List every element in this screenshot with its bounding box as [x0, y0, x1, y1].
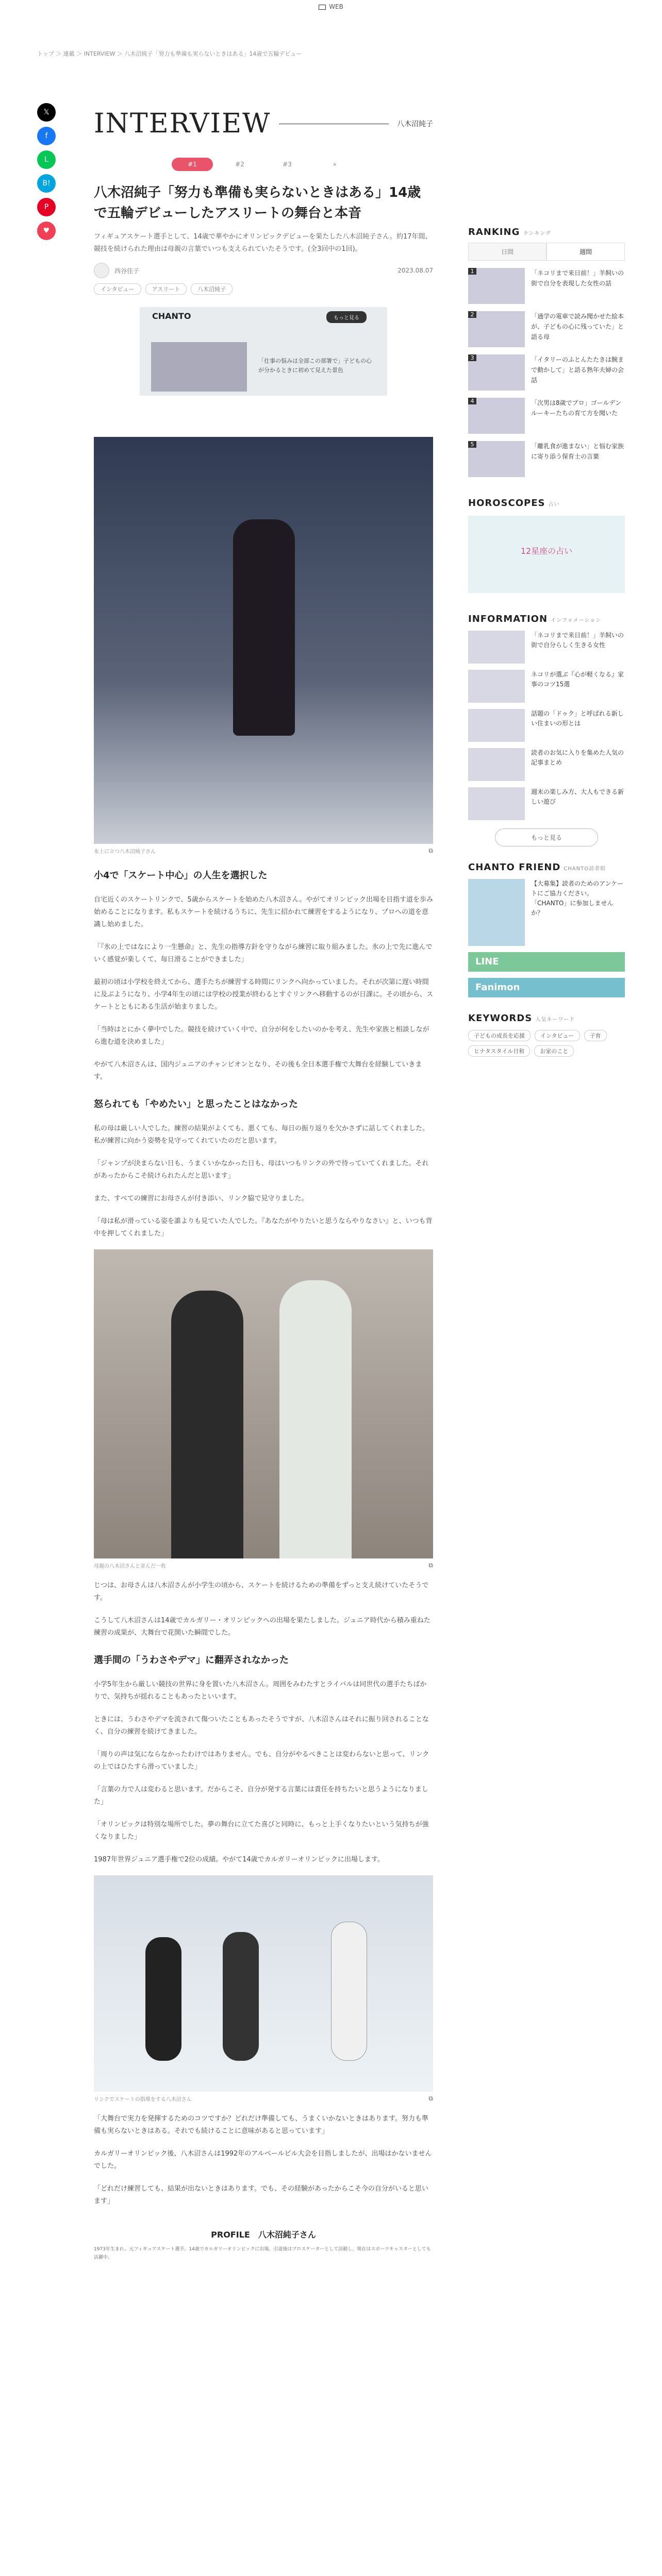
article-lead: フィギュアスケート選手として、14歳で華やかにオリンピックデビューを果たした八木沼純子さん。約17年間、競技を続けられた理由は母親の言葉でいつも支えられていたそうです。(全3回中の1回)。 — [94, 233, 432, 253]
paragraph: 1987年世界ジュニア選手権で2位の成績。やがて14歳でカルガリーオリンピックに出場します。 — [94, 1856, 384, 1863]
keyword-tag[interactable]: インタビュー — [535, 1030, 580, 1041]
promo-logo: CHANTO — [152, 311, 191, 321]
article-photo-1 — [94, 437, 433, 844]
paragraph: 私の母は厳しい人でした。練習の結果がよくても、悪くても、毎日の振り返りを欠かさずに話してくれました。私が練習に向かう姿勢を見守ってくれていたのだと思います。 — [94, 1125, 429, 1145]
article-main — [94, 108, 433, 2262]
skater-figure — [233, 519, 295, 736]
rank-number: 5 — [468, 441, 476, 448]
chanto-text: 【大募集】読者のためのアンケートにご協力ください。「CHANTO」に参加しませんか？ — [531, 880, 624, 917]
pinterest-share-icon[interactable]: P — [37, 198, 56, 216]
keyword-tag[interactable]: 子どもの成長を応援 — [468, 1030, 531, 1041]
paragraph: 「大舞台で実力を発揮するためのコツですか？どれだけ準備しても、うまくいかないときはあります。努力も準備も実らないときはある。それでも続けることに意味があると思っています」 — [94, 2115, 428, 2135]
site-header — [0, 0, 662, 15]
series-header — [94, 108, 433, 139]
breadcrumb[interactable]: トップ ＞ 連載 ＞ INTERVIEW ＞ 八木沼純子「努力も準備も実らないときはある」14歳で五輪デビュー — [37, 50, 302, 57]
section-heading: 怒られても「やめたい」と思ったことはなかった — [94, 1099, 298, 1110]
info-item[interactable] — [468, 631, 625, 664]
info-thumb — [468, 670, 525, 703]
next-page-button[interactable]: » — [333, 161, 337, 168]
camera-icon: ⧉ — [428, 2095, 433, 2102]
ranking-item[interactable] — [468, 441, 625, 477]
info-item[interactable] — [468, 787, 625, 820]
skater-figure — [223, 1932, 259, 2061]
info-text: 読者のお気に入りを集めた人気の記事まとめ — [531, 749, 624, 766]
author-avatar — [94, 263, 109, 278]
ranking-thumb — [468, 268, 525, 304]
info-title: INFORMATION インフォメーション — [468, 614, 602, 624]
info-item[interactable] — [468, 748, 625, 781]
paragraph: 自宅近くのスケートリンクで、5歳からスケートを始めた八木沼さん。やがてオリンピック出場を目指す道を歩み始めることになります。私もスケートを続けるうちに、先生に招かれて練習をするようになり、プロへの道を意識し始めました。 — [94, 896, 434, 928]
ranking-item[interactable] — [468, 398, 625, 434]
publish-date: 2023.08.07 — [398, 267, 433, 274]
pocket-share-icon[interactable]: ♥ — [37, 222, 56, 240]
paragraph: 「オリンピックは特別な場所でした。夢の舞台に立てた喜びと同時に、もっと上手くなりたいという気持ちが強くなりました」 — [94, 1821, 429, 1841]
paragraph: 小学5年生から厳しい競技の世界に身を置いた八木沼さん。周囲をみわたすとライバルは同世代の選手たちばかりで、気持ちが揺れることもあったといいます。 — [94, 1681, 427, 1701]
ranking-text: 「ネコリまで来日前！」羊飼いの街で自分を表現した女性の話 — [531, 269, 624, 287]
section-heading: 選手間の「うわさやデマ」に翻弄されなかった — [94, 1655, 289, 1666]
info-text: ネコリが選ぶ『心が軽くなる』家事のコツ15選 — [531, 671, 624, 688]
photo-caption: リンクでスケートの指導をする八木沼さん ⧉ — [94, 2095, 433, 2103]
paragraph: やがて八木沼さんは、国内ジュニアのチャンピオンとなり、その後も全日本選手権で大舞台を経験していきます。 — [94, 1061, 422, 1081]
skater-figure — [145, 1937, 181, 2061]
fanimon-banner[interactable]: Fanimon — [468, 978, 625, 997]
photo-caption: 氷上に立つ八木沼純子さん ⧉ — [94, 847, 433, 855]
tag-list — [94, 283, 433, 295]
ranking-item[interactable] — [468, 354, 625, 391]
horoscope-title: HOROSCOPES 占い — [468, 498, 560, 509]
section-heading: 小4で「スケート中心」の人生を選択した — [94, 870, 268, 881]
article-meta — [94, 263, 433, 278]
ranking-item[interactable] — [468, 268, 625, 304]
info-text: 話題の「ドゥク」と呼ばれる新しい住まいの形とは — [531, 710, 624, 727]
page-1-button[interactable]: #1 — [172, 158, 213, 171]
ranking-text: 「通学の電車で読み聞かせた絵本が、子どもの心に残っていた」と語る母 — [531, 313, 624, 341]
paragraph: じつは、お母さんは八木沼さんが小学生の頃から、スケートを続けるための準備をずっと支え続けていたそうです。 — [94, 1582, 429, 1602]
tag-item[interactable]: インタビュー — [94, 283, 141, 295]
ranking-text: 「離乳食が進まない」と悩む家族に寄り添う保育士の言葉 — [531, 443, 624, 460]
page-2-button[interactable]: #2 — [235, 161, 244, 168]
rank-number: 2 — [468, 311, 476, 318]
ranking-tabs — [468, 243, 625, 261]
info-list — [468, 631, 625, 820]
ranking-list — [468, 268, 625, 477]
chanto-image — [468, 879, 525, 946]
paragraph: 「どれだけ練習しても、結果が出ないときはあります。でも、その経験があったからこそ今の自分がいると思います」 — [94, 2185, 428, 2205]
paragraph: カルガリーオリンピック後、八木沼さんは1992年のアルベールビル大会を目指しましたが、出場はかないませんでした。 — [94, 2150, 432, 2170]
coach-figure — [331, 1922, 367, 2061]
paragraph: 「ジャンプが決まらない日も、うまくいかなかった日も、母はいつもリンクの外で待っていてくれました。それがあったからこそ続けられたんだと思います」 — [94, 1160, 429, 1180]
article-photo-3 — [94, 1875, 433, 2092]
article-pager — [94, 158, 433, 171]
page-3-button[interactable]: #3 — [283, 161, 292, 168]
rank-number: 3 — [468, 354, 476, 361]
promo-more-button[interactable]: もっと見る — [326, 311, 367, 323]
horoscope-banner[interactable]: 12星座の占い — [468, 516, 625, 593]
promo-image — [151, 342, 247, 392]
x-share-icon[interactable]: 𝕏 — [37, 103, 56, 122]
article-title: 八木沼純子「努力も準備も実らないときはある」14歳で五輪デビューしたアスリートの舞台と本音 — [94, 185, 421, 221]
article-photo-2 — [94, 1249, 433, 1558]
sidebar — [468, 227, 625, 1057]
camera-icon: ⧉ — [428, 1562, 433, 1569]
camera-icon: ⧉ — [428, 847, 433, 854]
ranking-thumb — [468, 354, 525, 391]
hatena-share-icon[interactable]: B! — [37, 174, 56, 193]
brand-logo[interactable] — [319, 5, 326, 10]
ranking-text: 「次男は8歳でプロ」ゴールデンルーキーたちの育て方を聞いた — [531, 399, 622, 417]
ranking-thumb — [468, 311, 525, 347]
keyword-tag[interactable]: 子育 — [584, 1030, 607, 1041]
ranking-thumb — [468, 441, 525, 477]
chanto-title: CHANTO FRIEND CHANTO読者組 — [468, 862, 606, 873]
keywords-title: KEYWORDS 人気キーワード — [468, 1013, 575, 1024]
person-figure — [279, 1280, 352, 1558]
rank-number: 4 — [468, 398, 476, 404]
keyword-tag[interactable]: ヒナタスタイル日和 — [468, 1045, 530, 1057]
tab-daily[interactable]: 日間 — [468, 243, 547, 261]
promo-text: 「仕事の悩みは全部この部署で」子どもの心が分かるときに初めて見えた景色 — [258, 358, 372, 374]
info-text: 週末の楽しみ方、大人もできる新しい遊び — [531, 788, 624, 805]
ranking-item[interactable] — [468, 311, 625, 347]
line-share-icon[interactable]: L — [37, 150, 56, 169]
paragraph: 最初の頃は小学校を終えてから、選手たちが練習する時間にリンクへ向かっていました。それが次第に遅い時間に及ぶようになり、小学4年生の頃には学校の授業が終わるとすぐリンクへ移動するのが日課に。その頃から、スケートとともにある生活が始まりました。 — [94, 978, 434, 1011]
chanto-card[interactable] — [468, 879, 625, 946]
paragraph: こうして八木沼さんは14歳でカルガリー・オリンピックへの出場を果たしました。ジュニア時代から積み重ねた練習の成果が、大舞台で花開いた瞬間でした。 — [94, 1617, 431, 1637]
keyword-tag[interactable]: お家のこと — [534, 1045, 574, 1057]
paragraph: また、すべての練習にお母さんが付き添い、リンク脇で見守りました。 — [94, 1195, 308, 1202]
paragraph: 「周りの声は気にならなかったわけではありません。でも、自分がやるべきことは変わらないと思って、リンクの上ではひたすら滑っていました」 — [94, 1751, 429, 1771]
person-figure — [171, 1291, 243, 1558]
info-text: 「ネコリまで来日前！」羊飼いの街で自分らしく生きる女性 — [531, 632, 624, 649]
paragraph: 「言葉の力で人は変わると思います。だからこそ、自分が発する言葉には責任を持ちたいと思うようになりました」 — [94, 1786, 428, 1806]
tag-item[interactable]: 八木沼純子 — [191, 283, 233, 295]
profile-title: PROFILE 八木沼純子さん — [211, 2230, 316, 2240]
profile-text: 1973年生まれ。元フィギュアスケート選手。14歳でカルガリーオリンピックに出場。引退後はプロスケーターとして活動し、現在はスポーツキャスターとしても活躍中。 — [94, 2247, 431, 2260]
info-thumb — [468, 631, 525, 664]
ranking-title: RANKING ランキング — [468, 227, 552, 238]
tab-weekly[interactable]: 週間 — [547, 243, 625, 261]
tag-item[interactable]: アスリート — [145, 283, 187, 295]
author-name[interactable]: 西谷佳子 — [114, 267, 140, 275]
paragraph: 「当時はとにかく夢中でした。競技を続けていく中で、自分が何をしたいのかを考え、先生や家族と相談しながら進む道を決めました」 — [94, 1026, 429, 1046]
series-title: INTERVIEW — [94, 108, 271, 139]
line-banner[interactable]: LINE — [468, 952, 625, 972]
ranking-text: 「イタリーのふとんたたきは腕まで動かして」と語る熟年夫婦の会話 — [531, 356, 624, 384]
keyword-list — [468, 1030, 625, 1057]
rank-number: 1 — [468, 268, 476, 275]
paragraph: 「『氷の上ではなにより一生懸命』と、先生の指導方針を守りながら練習に取り組みました。氷の上で先に進んでいく感覚が楽しくて、毎日滑ることができました」 — [94, 943, 433, 963]
promo-card[interactable] — [140, 307, 387, 396]
site-name[interactable]: WEB — [329, 3, 343, 10]
paragraph: 「母は私が滑っている姿を誰よりも見ていた人でした。『あなたがやりたいと思うならやりなさい』と、いつも背中を押してくれました」 — [94, 1217, 433, 1238]
series-name: 八木沼純子 — [397, 120, 433, 128]
info-item[interactable] — [468, 709, 625, 742]
ranking-thumb — [468, 398, 525, 434]
info-thumb — [468, 787, 525, 820]
facebook-share-icon[interactable]: f — [37, 127, 56, 145]
info-thumb — [468, 709, 525, 742]
paragraph: ときには、うわさやデマを流されて傷ついたこともあったそうですが、八木沼さんはそれに振り回されることなく、自分の練習を続けてきました。 — [94, 1716, 429, 1736]
more-button[interactable]: もっと見る — [495, 828, 598, 846]
info-thumb — [468, 748, 525, 781]
info-item[interactable] — [468, 670, 625, 703]
photo-caption: 母親の八木沼さんと並んだ一枚 ⧉ — [94, 1562, 433, 1569]
